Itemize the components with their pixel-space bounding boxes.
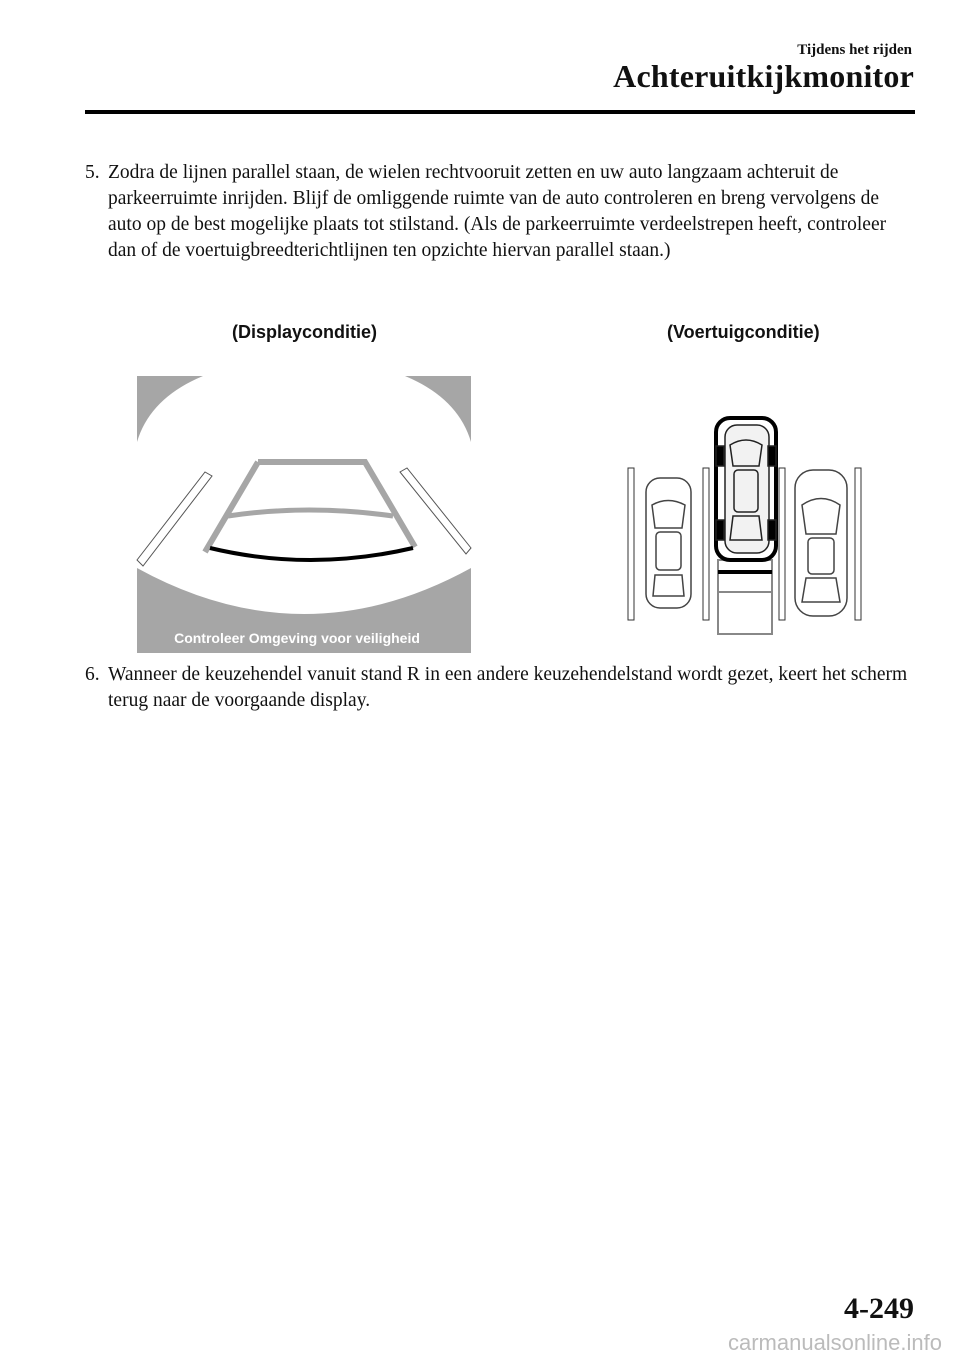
step-number: 6. [85,664,100,685]
parked-car-left [646,478,691,608]
header-title: Achteruitkijkmonitor [613,58,914,94]
step-item [85,662,915,714]
page-number: 4-249 [844,1292,914,1325]
display-condition-label: (Displayconditie) [232,322,378,342]
step-text: Wanneer de keuzehendel vanuit stand R in een andere keuzehendelstand wordt gezet, keert het scherm terug naar de voorgaande display. [108,664,908,711]
reversing-car [716,418,776,560]
header-section-label: Tijdens het rijden [797,42,912,58]
camera-display [137,376,471,653]
parked-car-right [795,470,847,616]
step-text: Zodra de lijnen parallel staan, de wielen rechtvooruit zetten en uw auto langzaam achteruit de parkeerruimte inrijden. Blijf de omliggende ruimte van de auto controleren en breng vervolgens de auto op de best mogelijke plaats tot stilstand. (Als de parkeerruimte verdeelstrepen heeft, controleer dan of de voertuigbreedterichtlijnen ten opzichte hiervan parallel staan.) [108,162,887,261]
vehicle-condition-label: (Voertuigconditie) [667,322,820,342]
watermark: carmanualsonline.info [727,1330,942,1355]
parking-diagram [628,418,861,634]
step-number: 5. [85,162,100,183]
screen-caption: Controleer Omgeving voor veiligheid [174,630,420,646]
